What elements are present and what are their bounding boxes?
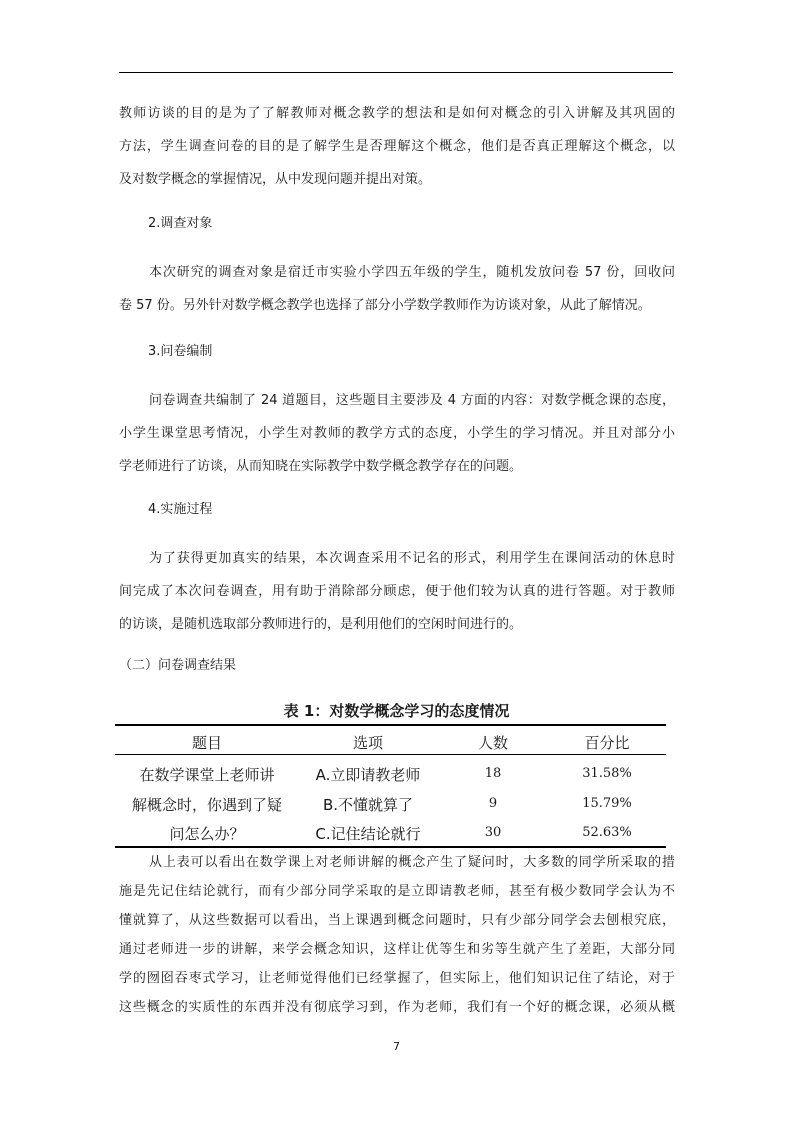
paragraph-5 bbox=[119, 848, 675, 1022]
paragraph-line: 学老师进行了访谈，从而知晓在实际教学中数学概念教学存在的问题。 bbox=[119, 459, 523, 474]
paragraph-line: 问卷调查共编制了 24 道题目，这些题目主要涉及 4 方面的内容：对数学概念课的态度， bbox=[149, 393, 675, 408]
table-row-option: C.记住结论就行 bbox=[315, 825, 421, 843]
paragraph-line: 方法，学生调查问卷的目的是了解学生是否理解这个概念，他们是否真正理解这个概念，以 bbox=[119, 139, 675, 154]
table-header-rule bbox=[115, 754, 666, 755]
paragraph-line: 施是先记住结论就行，而有少部分同学采取的是立即请教老师，甚至有极少数同学会认为不 bbox=[119, 884, 675, 899]
paragraph-line: 懂就算了，从这些数据可以看出，当上课遇到概念问题时，只有少部分同学会去刨根究底， bbox=[119, 913, 675, 928]
section-heading-3: 3.问卷编制 bbox=[148, 344, 213, 359]
table-row-percent: 52.63% bbox=[582, 825, 632, 840]
page-number: 7 bbox=[393, 1040, 400, 1053]
question-line: 在数学课堂上老师讲 bbox=[139, 766, 275, 784]
question-line: 解概念时，你遇到了疑 bbox=[131, 796, 282, 814]
table-row-count: 9 bbox=[488, 796, 498, 811]
paragraph-1 bbox=[119, 97, 675, 196]
paragraph-line: 从上表可以看出在数学课上对老师讲解的概念产生了疑问时，大多数的同学所采取的措 bbox=[149, 855, 675, 870]
paragraph-line: 本次研究的调查对象是宿迁市实验小学四五年级的学生，随机发放问卷 57 份，回收问 bbox=[149, 265, 675, 280]
table-row-option: A.立即请教老师 bbox=[315, 766, 421, 784]
table-top-rule bbox=[115, 724, 666, 726]
header-option: 选项 bbox=[352, 734, 383, 752]
header-percent: 百分比 bbox=[584, 734, 630, 752]
section-heading-2: 2.调查对象 bbox=[148, 216, 213, 231]
header-rule bbox=[119, 72, 673, 73]
paragraph-line: 卷 57 份。另外针对数学概念教学也选择了部分小学数学教师作为访谈对象，从此了解情况。 bbox=[119, 298, 651, 313]
paragraph-line: 的访谈，是随机选取部分教师进行的，是利用他们的空闲时间进行的。 bbox=[119, 617, 523, 632]
paragraph-line: 通过老师进一步的讲解，来学会概念知识，这样让优等生和劣等生就产生了差距，大部分同 bbox=[119, 942, 675, 957]
paragraph-2 bbox=[119, 256, 675, 322]
paragraph-4 bbox=[119, 542, 675, 641]
paragraph-line: 这些概念的实质性的东西并没有彻底学习到，作为老师，我们有一个好的概念课，必须从概 bbox=[119, 1000, 675, 1015]
table-row-percent: 15.79% bbox=[582, 796, 632, 811]
paragraph-line: 为了获得更加真实的结果，本次调查采用不记名的形式，利用学生在课间活动的休息时 bbox=[149, 551, 675, 566]
paragraph-line: 及对数学概念的掌握情况，从中发现问题并提出对策。 bbox=[119, 172, 432, 187]
paragraph-line: 教师访谈的目的是为了了解教师对概念教学的想法和是如何对概念的引入讲解及其巩固的 bbox=[119, 106, 675, 121]
header-count: 人数 bbox=[477, 734, 508, 752]
table-row-percent: 31.58% bbox=[582, 766, 632, 781]
question-line: 问怎么办？ bbox=[169, 825, 245, 843]
paragraph-line: 学的囫囵吞枣式学习，让老师觉得他们已经掌握了，但实际上，他们知识记住了结论，对于 bbox=[119, 971, 675, 986]
paragraph-line: 间完成了本次问卷调查，用有助于消除部分顾虑，便于他们较为认真的进行答题。对于教师 bbox=[119, 584, 675, 599]
paragraph-3 bbox=[119, 384, 675, 483]
section-heading-4: 4.实施过程 bbox=[148, 502, 213, 517]
table-row-count: 18 bbox=[484, 766, 502, 781]
table-title: 表 1：对数学概念学习的态度情况 bbox=[283, 702, 510, 720]
table-row-count: 30 bbox=[484, 825, 502, 840]
section-title: （二）问卷调查结果 bbox=[119, 658, 237, 673]
table-row-option: B.不懂就算了 bbox=[322, 796, 414, 814]
header-question: 题目 bbox=[191, 734, 222, 752]
paragraph-line: 小学生课堂思考情况，小学生对教师的教学方式的态度，小学生的学习情况。并且对部分小 bbox=[119, 426, 675, 441]
